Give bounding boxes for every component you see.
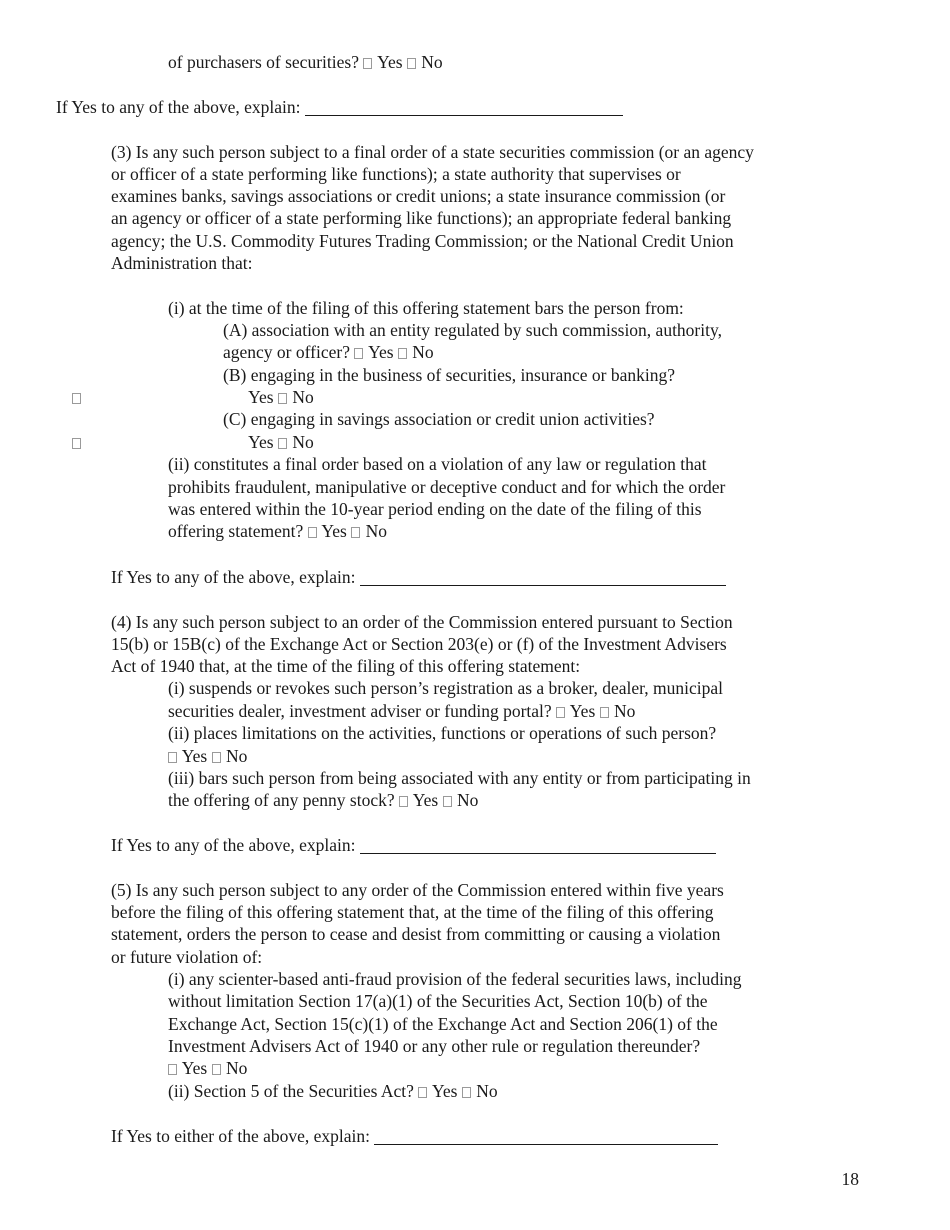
s3-c-answer: Yes No xyxy=(72,431,314,453)
checkbox-no[interactable] xyxy=(351,527,360,538)
explain-line-5: If Yes to either of the above, explain: xyxy=(111,1125,718,1147)
checkbox-no[interactable] xyxy=(443,796,452,807)
page-number: 18 xyxy=(841,1169,859,1189)
checkbox-yes[interactable] xyxy=(72,393,81,404)
s4-iii-question: the offering of any penny stock? Yes No xyxy=(168,790,479,810)
s3-text: Administration that: xyxy=(111,253,253,273)
checkbox-yes[interactable] xyxy=(168,752,177,763)
explain-input-5[interactable] xyxy=(374,1127,718,1145)
checkbox-yes[interactable] xyxy=(354,348,363,359)
checkbox-yes[interactable] xyxy=(399,796,408,807)
explain-line-4: If Yes to any of the above, explain: xyxy=(111,834,716,856)
s3-ii-text: (ii) constitutes a final order based on a violation of any law or regulation that xyxy=(168,454,707,474)
checkbox-no[interactable] xyxy=(398,348,407,359)
s3-text: agency; the U.S. Commodity Futures Trading Commission; or the National Credit Union xyxy=(111,231,734,251)
checkbox-yes[interactable] xyxy=(308,527,317,538)
s5-text: or future violation of: xyxy=(111,947,263,967)
checkbox-yes[interactable] xyxy=(72,438,81,449)
s4-iii-text: (iii) bars such person from being associated with any entity or from participating in xyxy=(168,768,751,788)
checkbox-no[interactable] xyxy=(278,393,287,404)
s3-text: an agency or officer of a state performing like functions); an appropriate federal banking xyxy=(111,208,732,228)
checkbox-no[interactable] xyxy=(278,438,287,449)
s3-a-question: agency or officer? Yes No xyxy=(223,342,434,362)
s4-ii-answer: Yes No xyxy=(168,745,247,767)
s3-i-text: (i) at the time of the filing of this offering statement bars the person from: xyxy=(168,298,684,318)
s4-i-text: (i) suspends or revokes such person’s registration as a broker, dealer, municipal xyxy=(168,678,724,698)
checkbox-yes[interactable] xyxy=(168,1064,177,1075)
s5-ii-question: (ii) Section 5 of the Securities Act? Yes No xyxy=(168,1081,498,1101)
checkbox-no[interactable] xyxy=(600,707,609,718)
checkbox-no[interactable] xyxy=(212,752,221,763)
s3-ii-text: was entered within the 10-year period ending on the date of the filing of this xyxy=(168,499,702,519)
explain-line-1: If Yes to any of the above, explain: xyxy=(56,96,623,118)
s3-b-answer: Yes No xyxy=(72,386,314,408)
s5-i-text: without limitation Section 17(a)(1) of the Securities Act, Section 10(b) of the xyxy=(168,991,708,1011)
checkbox-no[interactable] xyxy=(212,1064,221,1075)
explain-input-4[interactable] xyxy=(360,836,716,854)
s4-text: Act of 1940 that, at the time of the filing of this offering statement: xyxy=(111,656,581,676)
s4-ii-text: (ii) places limitations on the activities, functions or operations of such person? xyxy=(168,723,717,743)
s3-b-text: (B) engaging in the business of securities, insurance or banking? xyxy=(223,365,675,385)
explain-line-3: If Yes to any of the above, explain: xyxy=(111,566,726,588)
s3-text: or officer of a state performing like functions); a state authority that supervises or xyxy=(111,164,681,184)
checkbox-yes[interactable] xyxy=(363,58,372,69)
explain-input-3[interactable] xyxy=(360,568,726,586)
s4-text: 15(b) or 15B(c) of the Exchange Act or Section 203(e) or (f) of the Investment Advisers xyxy=(111,634,727,654)
s4-i-question: securities dealer, investment adviser or funding portal? Yes No xyxy=(168,701,636,721)
s3-text: (3) Is any such person subject to a final order of a state securities commission (or an agency xyxy=(111,142,754,162)
s3-ii-question: offering statement? Yes No xyxy=(168,521,387,541)
s5-i-text: Exchange Act, Section 15(c)(1) of the Exchange Act and Section 206(1) of the xyxy=(168,1014,718,1034)
s3-c-text: (C) engaging in savings association or credit union activities? xyxy=(223,409,655,429)
s3-ii-text: prohibits fraudulent, manipulative or deceptive conduct and for which the order xyxy=(168,477,726,497)
checkbox-no[interactable] xyxy=(407,58,416,69)
s5-text: before the filing of this offering statement that, at the time of the filing of this offering xyxy=(111,902,714,922)
s5-i-text: Investment Advisers Act of 1940 or any other rule or regulation thereunder? xyxy=(168,1036,701,1056)
explain-input-1[interactable] xyxy=(305,98,623,116)
question-purchasers: of purchasers of securities? Yes No xyxy=(168,52,443,72)
s5-text: (5) Is any such person subject to any order of the Commission entered within five years xyxy=(111,880,724,900)
s3-a-text: (A) association with an entity regulated by such commission, authority, xyxy=(223,320,722,340)
checkbox-yes[interactable] xyxy=(556,707,565,718)
s5-i-answer: Yes No xyxy=(168,1057,247,1079)
s5-i-text: (i) any scienter-based anti-fraud provision of the federal securities laws, including xyxy=(168,969,742,989)
checkbox-no[interactable] xyxy=(462,1087,471,1098)
s4-text: (4) Is any such person subject to an order of the Commission entered pursuant to Section xyxy=(111,612,733,632)
s5-text: statement, orders the person to cease and desist from committing or causing a violation xyxy=(111,924,721,944)
s3-text: examines banks, savings associations or credit unions; a state insurance commission (or xyxy=(111,186,726,206)
checkbox-yes[interactable] xyxy=(418,1087,427,1098)
